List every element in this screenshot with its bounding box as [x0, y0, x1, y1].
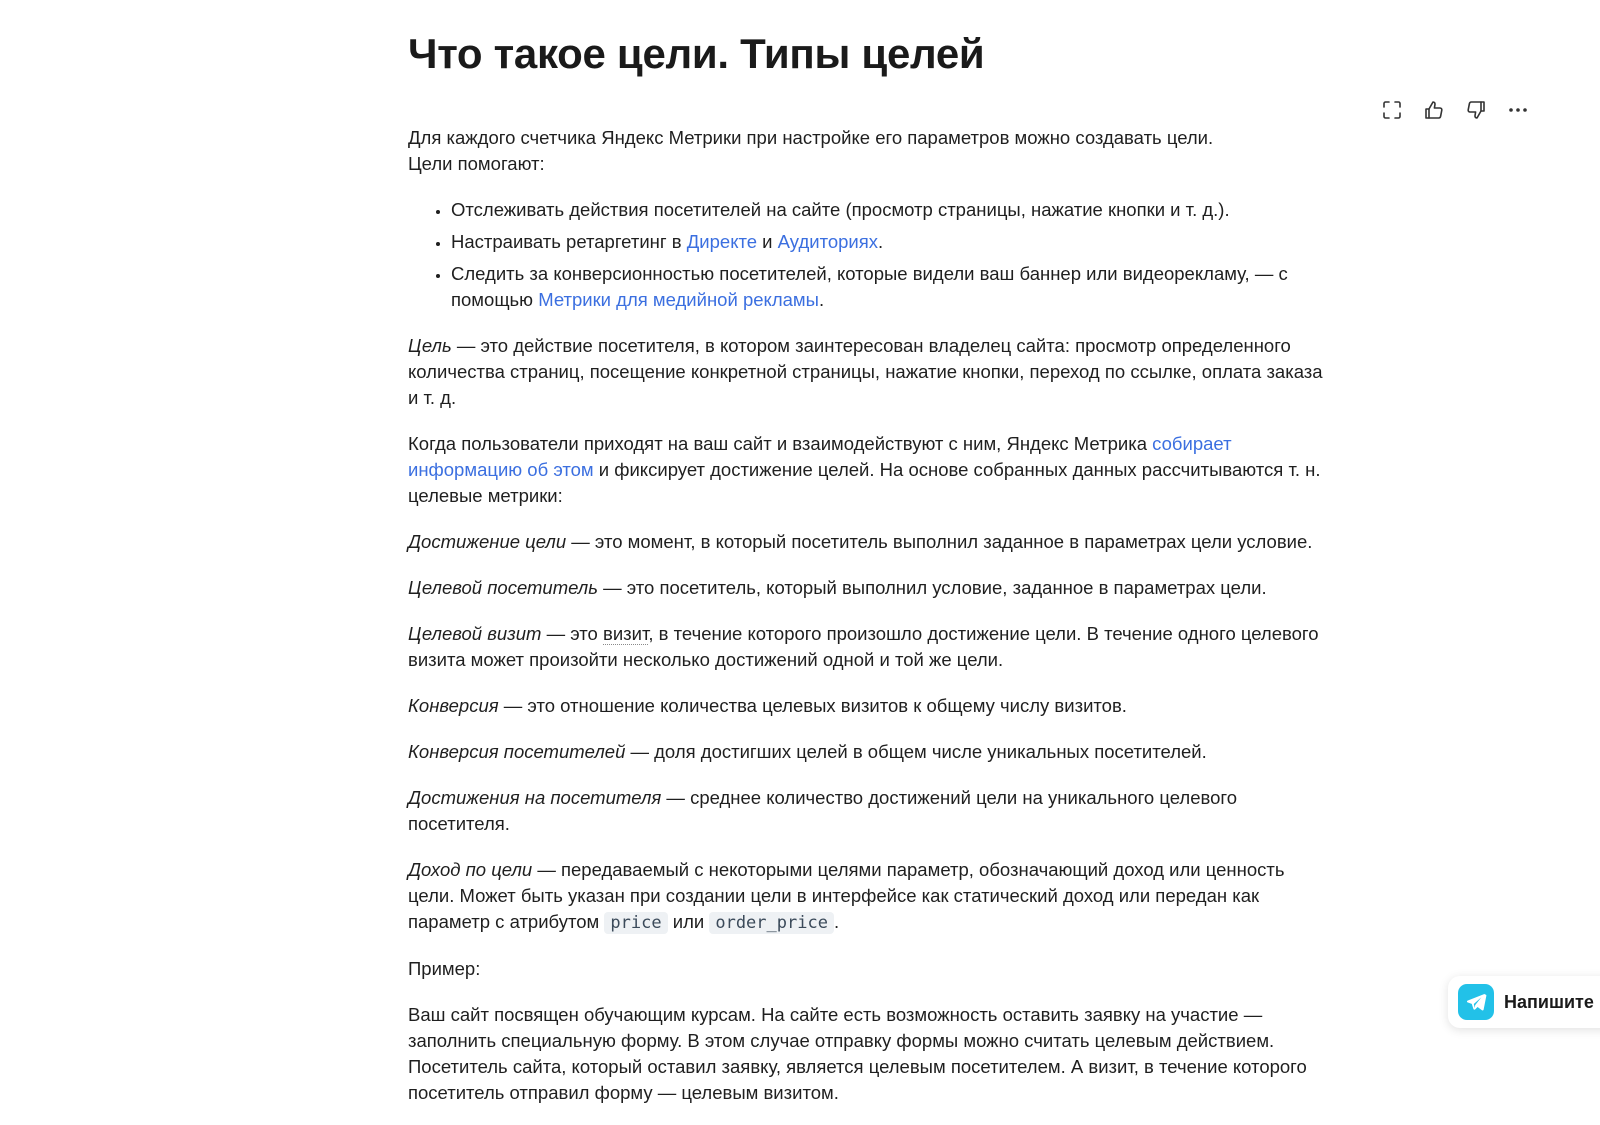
article [408, 0, 1333, 1125]
term: Доход по цели [408, 859, 533, 880]
definition-text: — это отношение количества целевых визитов к общему числу визитов. [498, 695, 1127, 716]
intro-paragraph [408, 125, 1333, 177]
collects-info-link[interactable]: собирает информацию об этом [408, 433, 1232, 480]
paragraph-text: Когда пользователи приходят на ваш сайт и взаимодействуют с ним, Яндекс Метрика [408, 433, 1153, 454]
more-button[interactable] [1500, 96, 1536, 124]
term: Достижения на посетителя [408, 787, 662, 808]
chat-widget[interactable] [1448, 976, 1600, 1028]
list-item-text: и [757, 231, 778, 252]
definition-text: — это [541, 623, 603, 644]
definition-text: — доля достигших целей в общем числе уникальных посетителей. [625, 741, 1207, 762]
list-item-text: Отслеживать действия посетителей на сайте (просмотр страницы, нажатие кнопки и т. д.). [451, 199, 1230, 220]
thumbs-down-icon [1465, 99, 1487, 121]
page-title: Что такое цели. Типы целей [408, 30, 985, 77]
collect-paragraph [408, 431, 1333, 509]
media-metrica-link[interactable]: Метрики для медийной рекламы [538, 289, 819, 310]
code-order-price: order_price [709, 912, 834, 934]
example-label: Пример: [408, 958, 481, 979]
paper-plane-icon [1458, 984, 1494, 1020]
definition-conversion [408, 693, 1333, 719]
list-item-text: . [818, 289, 825, 310]
fullscreen-icon [1382, 100, 1402, 120]
term: Целевой посетитель [408, 577, 598, 598]
chat-widget-label: Напишите [1504, 991, 1594, 1012]
term: Конверсия посетителей [408, 741, 626, 762]
definition-text: — это действие посетителя, в котором заинтересован владелец сайта: просмотр определенного количества страниц, посещение конкретной страницы, нажатие кнопки, переход по ссылке, оплата заказа и т. д. [408, 335, 1323, 408]
definition-text: — передаваемый с некоторыми целями параметр, обозначающий доход или ценность цели. Может быть указан при создании цели в интерфейсе как статический доход или передан как параметр с атрибутом [408, 859, 1285, 932]
visit-tooltip-term[interactable]: визит [602, 623, 649, 644]
list-item-text: Следить за конверсионностью посетителей, которые видели ваш баннер или видеорекламу, — с помощью [451, 263, 1288, 310]
list-item-text: . [878, 231, 884, 252]
example-text: Ваш сайт посвящен обучающим курсам. На сайте есть возможность оставить заявку на участие — заполнить специальную форму. В этом случае отправку формы можно считать целевым действием. Посетитель сайта, который оставил заявку, является целевым посетителем. А визит, в течение которого посетитель отправил форму — целевым визитом. [408, 1004, 1307, 1103]
definition-text: . [833, 911, 840, 932]
definition-goal-reach [408, 529, 1333, 555]
term: Конверсия [408, 695, 499, 716]
definition-target-visitor [408, 575, 1333, 601]
term: Достижение цели [408, 531, 567, 552]
term: Цель [408, 335, 452, 356]
thumbs-up-icon [1423, 99, 1445, 121]
goals-benefits-list [408, 197, 1333, 313]
fullscreen-button[interactable] [1374, 96, 1410, 124]
more-icon [1507, 99, 1529, 121]
definition-text: , в течение которого произошло достижение цели. В течение одного целевого визита может произойти несколько достижений одной и той же цели. [408, 623, 1319, 670]
article-content [408, 125, 1333, 1106]
definition-text: — это посетитель, который выполнил условие, заданное в параметрах цели. [597, 577, 1267, 598]
like-button[interactable] [1416, 96, 1452, 124]
list-item [451, 229, 1333, 255]
list-item [451, 261, 1333, 313]
paragraph-text: и фиксирует достижение целей. На основе собранных данных рассчитываются т. н. целевые метрики: [408, 459, 1321, 506]
definition-reaches-per-visitor [408, 785, 1333, 837]
direct-link[interactable]: Директе [686, 231, 758, 252]
list-item [451, 197, 1333, 223]
definition-text: или [667, 911, 710, 932]
definition-target-visit [408, 621, 1333, 673]
definition-goal-revenue [408, 857, 1333, 936]
definition-text: — среднее количество достижений цели на уникального целевого посетителя. [408, 787, 1238, 834]
dislike-button[interactable] [1458, 96, 1494, 124]
goal-definition [408, 333, 1333, 411]
audiences-link[interactable]: Аудиториях [777, 231, 879, 252]
code-price: price [604, 912, 667, 934]
definition-text: — это момент, в который посетитель выполнил заданное в параметрах цели условие. [566, 531, 1313, 552]
intro-line-2: Цели помогают: [408, 153, 545, 174]
article-toolbar [1374, 96, 1542, 124]
intro-line-1: Для каждого счетчика Яндекс Метрики при настройке его параметров можно создавать цели. [408, 127, 1214, 148]
definition-visitor-conversion [408, 739, 1333, 765]
term: Целевой визит [408, 623, 542, 644]
list-item-text: Настраивать ретаргетинг в [451, 231, 687, 252]
